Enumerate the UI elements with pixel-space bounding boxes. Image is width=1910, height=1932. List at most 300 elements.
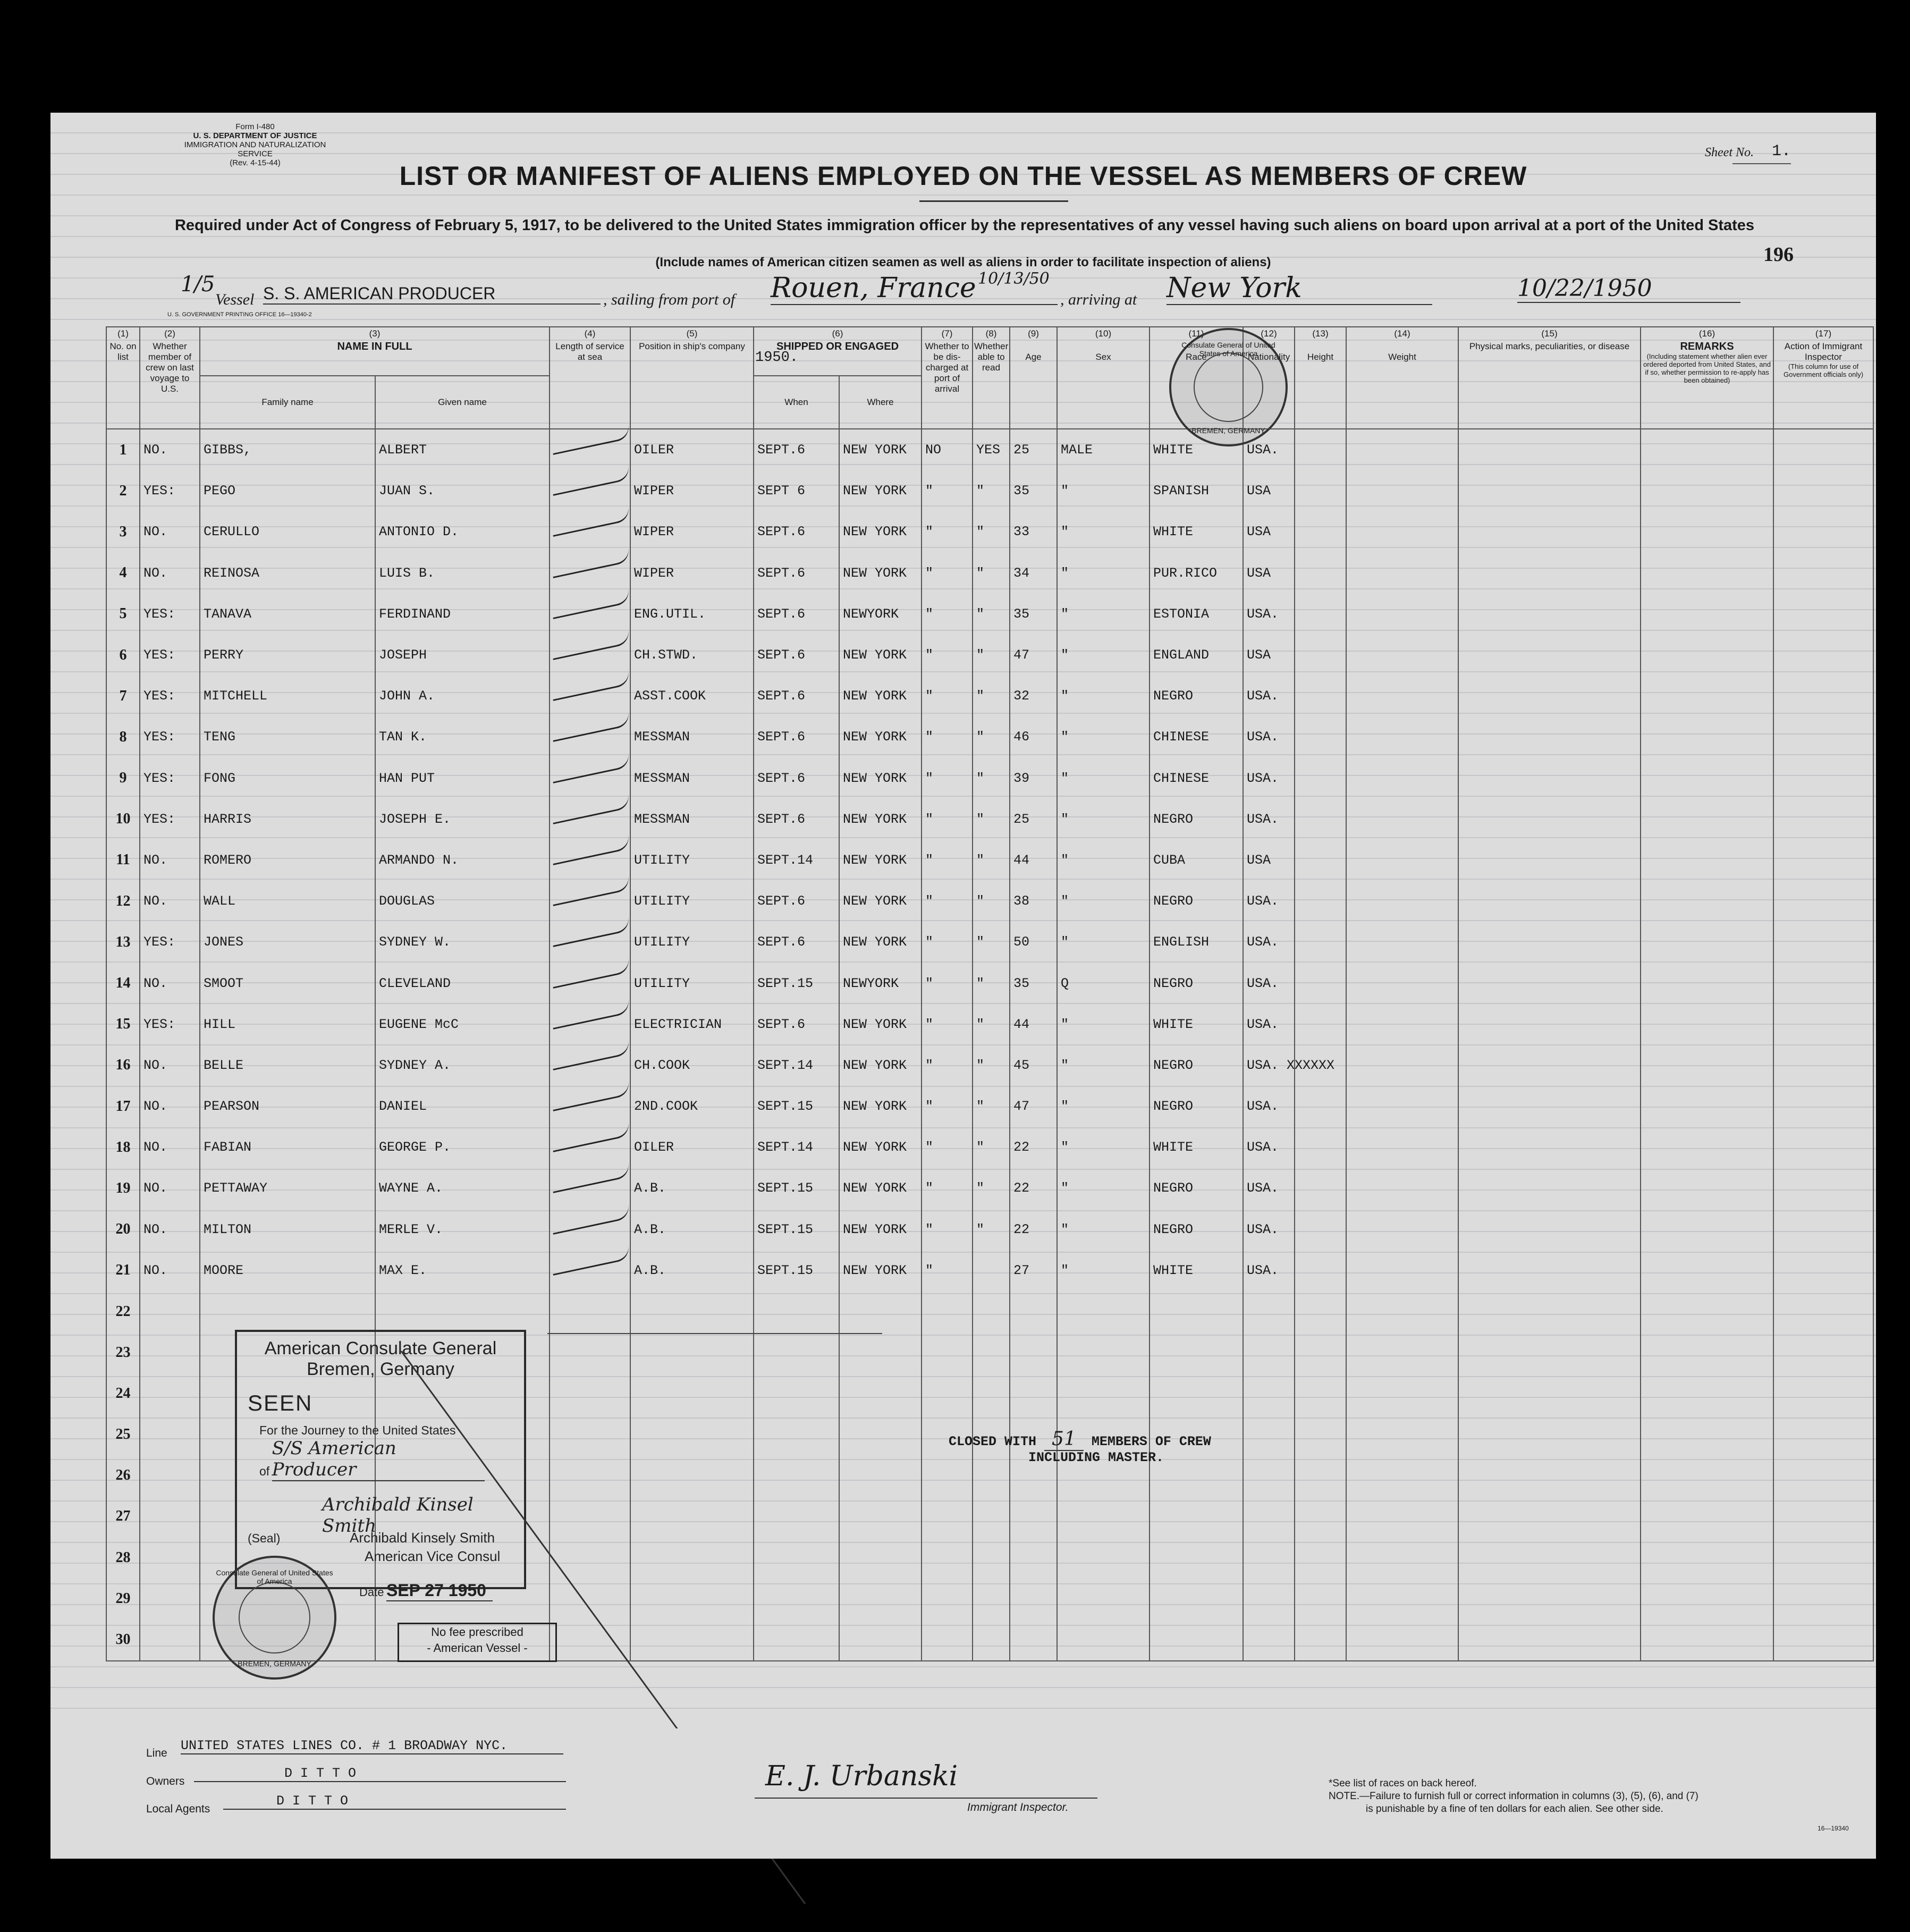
cell-read bbox=[973, 1332, 1010, 1373]
cell-where: NEW YORK bbox=[839, 1250, 922, 1291]
cell-given: JUAN S. bbox=[375, 470, 550, 511]
cell-empty bbox=[1295, 922, 1346, 963]
cell-last: NO. bbox=[140, 1209, 200, 1250]
cell-disch: " bbox=[922, 1209, 973, 1250]
cell-disch: " bbox=[922, 840, 973, 881]
cell-empty bbox=[1346, 1209, 1458, 1250]
cell-read: " bbox=[973, 594, 1010, 635]
manifest-footer bbox=[50, 1728, 1876, 1859]
table-row bbox=[106, 1045, 1873, 1086]
consulate-vessel: S/S American Producer bbox=[272, 1438, 485, 1481]
col-family-name: Family name bbox=[200, 376, 375, 429]
cell-nat: USA bbox=[1243, 511, 1295, 552]
cell-age: 22 bbox=[1010, 1209, 1057, 1250]
cell-disch: " bbox=[922, 1127, 973, 1168]
consulate-date: SEP 27 1950 bbox=[386, 1581, 493, 1601]
cell-disch: " bbox=[922, 799, 973, 840]
cell-when: SEPT.6 bbox=[754, 1004, 839, 1045]
cell-family: SMOOT bbox=[200, 963, 375, 1003]
cell-given: JOHN A. bbox=[375, 676, 550, 716]
cell-age bbox=[1010, 1578, 1057, 1619]
cell-nat: USA bbox=[1243, 470, 1295, 511]
cell-given: CLEVELAND bbox=[375, 963, 550, 1003]
cell-empty bbox=[1773, 1168, 1873, 1209]
cell-race: WHITE bbox=[1150, 511, 1243, 552]
cell-disch: " bbox=[922, 963, 973, 1003]
cell-sex: " bbox=[1057, 1250, 1150, 1291]
cell-sex bbox=[1057, 1537, 1150, 1578]
cell-nat bbox=[1243, 1414, 1295, 1455]
consul-signature: Archibald Kinsel Smith bbox=[322, 1494, 474, 1537]
cell-given: HAN PUT bbox=[375, 758, 550, 799]
cell-empty bbox=[1773, 1209, 1873, 1250]
cell-last: NO. bbox=[140, 840, 200, 881]
row-number: 9 bbox=[106, 758, 140, 799]
cell-empty bbox=[1295, 1578, 1346, 1619]
cell-read: " bbox=[973, 1209, 1010, 1250]
service-check-mark bbox=[550, 1086, 630, 1127]
cell-empty bbox=[1295, 470, 1346, 511]
cell-empty bbox=[1641, 1004, 1773, 1045]
cell-pos: ENG.UTIL. bbox=[630, 594, 754, 635]
cell-age: 27 bbox=[1010, 1250, 1057, 1291]
cell-sex: " bbox=[1057, 470, 1150, 511]
cell-disch: " bbox=[922, 881, 973, 922]
cell-empty bbox=[1346, 1537, 1458, 1578]
cell-where: NEW YORK bbox=[839, 922, 922, 963]
cell-where bbox=[839, 1373, 922, 1414]
row-number: 6 bbox=[106, 635, 140, 676]
table-row bbox=[106, 922, 1873, 963]
col-race: (11) Race bbox=[1150, 327, 1243, 429]
cell-empty bbox=[1295, 1455, 1346, 1496]
cell-empty bbox=[1773, 1250, 1873, 1291]
cell-where: NEW YORK bbox=[839, 881, 922, 922]
cell-nat: USA. bbox=[1243, 1086, 1295, 1127]
agents-value: D I T T O bbox=[223, 1793, 566, 1810]
cell-age bbox=[1010, 1496, 1057, 1537]
row-number: 14 bbox=[106, 963, 140, 1003]
fee-line2: - American Vessel - bbox=[427, 1641, 528, 1655]
row-number: 5 bbox=[106, 594, 140, 635]
cell-disch: " bbox=[922, 676, 973, 716]
cell-empty bbox=[1458, 676, 1641, 716]
cell-empty bbox=[1458, 1455, 1641, 1496]
cell-empty bbox=[1641, 758, 1773, 799]
cell-family: FABIAN bbox=[200, 1127, 375, 1168]
cell-family: PETTAWAY bbox=[200, 1168, 375, 1209]
cell-race: SPANISH bbox=[1150, 470, 1243, 511]
cell-nat: USA. bbox=[1243, 922, 1295, 963]
include-notice: (Include names of American citizen seamen as well as aliens in order to facilitate inspection of aliens) bbox=[655, 255, 1271, 269]
cell-family bbox=[200, 1291, 375, 1332]
cell-when: SEPT.6 bbox=[754, 758, 839, 799]
cell-given: DOUGLAS bbox=[375, 881, 550, 922]
cell-empty bbox=[1295, 881, 1346, 922]
cell-empty bbox=[1773, 1086, 1873, 1127]
cell-empty bbox=[1346, 1168, 1458, 1209]
cell-sex: MALE bbox=[1057, 429, 1150, 470]
cell-empty bbox=[1295, 1209, 1346, 1250]
cell-empty bbox=[1458, 1045, 1641, 1086]
col-when: When bbox=[754, 376, 839, 429]
col-age: (9) Age bbox=[1010, 327, 1057, 429]
cell-sex: " bbox=[1057, 799, 1150, 840]
col-shipped-engaged: (6) SHIPPED OR ENGAGED 1950. bbox=[754, 327, 922, 376]
table-row bbox=[106, 1619, 1873, 1660]
cell-empty bbox=[1773, 1619, 1873, 1660]
cell-last: NO. bbox=[140, 1045, 200, 1086]
cell-given: WAYNE A. bbox=[375, 1168, 550, 1209]
service-check-mark bbox=[550, 716, 630, 757]
cell-empty bbox=[1346, 1291, 1458, 1332]
cell-family: PEARSON bbox=[200, 1086, 375, 1127]
cell-race: NEGRO bbox=[1150, 799, 1243, 840]
row-number: 28 bbox=[106, 1537, 140, 1578]
col-weight: (14) Weight bbox=[1346, 327, 1458, 429]
row-number: 27 bbox=[106, 1496, 140, 1537]
cell-read bbox=[973, 1250, 1010, 1291]
cell-race: NEGRO bbox=[1150, 1209, 1243, 1250]
cell-given: EUGENE McC bbox=[375, 1004, 550, 1045]
row-number: 2 bbox=[106, 470, 140, 511]
cell-race: WHITE bbox=[1150, 1250, 1243, 1291]
cell-family: CERULLO bbox=[200, 511, 375, 552]
cell-when: SEPT.15 bbox=[754, 1209, 839, 1250]
cell-empty bbox=[1346, 840, 1458, 881]
closed-underline bbox=[547, 1333, 882, 1334]
service-check-mark bbox=[550, 511, 630, 552]
cell-read: " bbox=[973, 716, 1010, 757]
cell-empty bbox=[1773, 799, 1873, 840]
cell-empty bbox=[1346, 881, 1458, 922]
cell-empty bbox=[1295, 799, 1346, 840]
cell-race: WHITE bbox=[1150, 429, 1243, 470]
check-mark-icon bbox=[550, 712, 631, 743]
service-check-mark bbox=[550, 1004, 630, 1045]
cell-age: 44 bbox=[1010, 840, 1057, 881]
col-physical-marks: (15) Physical marks, peculiarities, or disease bbox=[1458, 327, 1641, 429]
cell-read: " bbox=[973, 553, 1010, 594]
fee-line1: No fee prescribed bbox=[431, 1625, 523, 1639]
cell-age: 47 bbox=[1010, 1086, 1057, 1127]
service-check-mark bbox=[550, 881, 630, 922]
cell-last: NO. bbox=[140, 881, 200, 922]
cell-race: ENGLAND bbox=[1150, 635, 1243, 676]
cell-empty bbox=[1773, 716, 1873, 757]
cell-last: NO. bbox=[140, 1127, 200, 1168]
cell-disch: " bbox=[922, 922, 973, 963]
title-underline bbox=[919, 200, 1068, 202]
cell-pos: A.B. bbox=[630, 1168, 754, 1209]
cell-when: SEPT.6 bbox=[754, 922, 839, 963]
cell-where: NEW YORK bbox=[839, 635, 922, 676]
cell-nat: USA. bbox=[1243, 1209, 1295, 1250]
cell-pos: MESSMAN bbox=[630, 716, 754, 757]
col-position: (5) Position in ship's company bbox=[630, 327, 754, 429]
row-number: 20 bbox=[106, 1209, 140, 1250]
cell-age: 45 bbox=[1010, 1045, 1057, 1086]
cell-nat: USA. bbox=[1243, 1127, 1295, 1168]
cell-sex: " bbox=[1057, 1168, 1150, 1209]
cell-read: " bbox=[973, 1168, 1010, 1209]
check-mark-icon bbox=[550, 507, 631, 537]
cell-when bbox=[754, 1291, 839, 1332]
row-number: 23 bbox=[106, 1332, 140, 1373]
cell-empty bbox=[1641, 1168, 1773, 1209]
cell-last: YES: bbox=[140, 758, 200, 799]
row-number: 15 bbox=[106, 1004, 140, 1045]
cell-race: NEGRO bbox=[1150, 1086, 1243, 1127]
cell-when: SEPT.14 bbox=[754, 840, 839, 881]
cell-nat: USA. bbox=[1243, 1250, 1295, 1291]
cell-empty bbox=[1773, 635, 1873, 676]
cell-nat: USA. bbox=[1243, 881, 1295, 922]
cell-age: 22 bbox=[1010, 1168, 1057, 1209]
cell-age: 35 bbox=[1010, 594, 1057, 635]
cell-empty bbox=[1773, 963, 1873, 1003]
service-check-mark bbox=[550, 429, 630, 470]
row-number: 7 bbox=[106, 676, 140, 716]
cell-empty bbox=[1295, 1250, 1346, 1291]
cell-disch: " bbox=[922, 470, 973, 511]
cell-empty bbox=[1641, 799, 1773, 840]
cell-where: NEW YORK bbox=[839, 1004, 922, 1045]
cell-empty bbox=[1773, 1004, 1873, 1045]
service-check-mark bbox=[550, 1045, 630, 1086]
cell-sex: " bbox=[1057, 881, 1150, 922]
cell-empty bbox=[1458, 511, 1641, 552]
cell-empty bbox=[1346, 511, 1458, 552]
cell-sex bbox=[1057, 1619, 1150, 1660]
cell-family: TENG bbox=[200, 716, 375, 757]
cell-disch: " bbox=[922, 553, 973, 594]
cell-disch: " bbox=[922, 594, 973, 635]
cell-read: " bbox=[973, 676, 1010, 716]
cell-sex: " bbox=[1057, 922, 1150, 963]
cell-empty bbox=[1641, 922, 1773, 963]
cell-sex: " bbox=[1057, 676, 1150, 716]
cell-empty bbox=[1773, 1332, 1873, 1373]
cell-sex bbox=[1057, 1291, 1150, 1332]
cell-empty bbox=[1641, 840, 1773, 881]
cell-race: CHINESE bbox=[1150, 758, 1243, 799]
cell-empty bbox=[1641, 1086, 1773, 1127]
service-check-mark bbox=[550, 470, 630, 511]
cell-nat bbox=[1243, 1619, 1295, 1660]
cell-age: 38 bbox=[1010, 881, 1057, 922]
table-row bbox=[106, 553, 1873, 594]
row-number: 21 bbox=[106, 1250, 140, 1291]
cell-sex: " bbox=[1057, 635, 1150, 676]
cell-empty bbox=[550, 1291, 630, 1332]
cell-pos: ELECTRICIAN bbox=[630, 1004, 754, 1045]
vessel-label: Vessel bbox=[215, 291, 255, 308]
cell-where: NEW YORK bbox=[839, 1209, 922, 1250]
cell-empty bbox=[1458, 1619, 1641, 1660]
cell-given: JOSEPH E. bbox=[375, 799, 550, 840]
check-mark-icon bbox=[550, 1245, 631, 1276]
cell-pos: UTILITY bbox=[630, 963, 754, 1003]
cell-empty bbox=[1295, 1619, 1346, 1660]
form-code: 16—19340 bbox=[1818, 1825, 1849, 1832]
closed-statement bbox=[949, 1428, 1211, 1465]
cell-age: 35 bbox=[1010, 470, 1057, 511]
cell-age: 46 bbox=[1010, 716, 1057, 757]
service-check-mark bbox=[550, 758, 630, 799]
cell-family: BELLE bbox=[200, 1045, 375, 1086]
cell-pos: A.B. bbox=[630, 1209, 754, 1250]
cell-nat: USA. XXXXXX bbox=[1243, 1045, 1295, 1086]
cell-when: SEPT.6 bbox=[754, 594, 839, 635]
cell-given: ALBERT bbox=[375, 429, 550, 470]
cell-last bbox=[140, 1619, 200, 1660]
cell-empty bbox=[1641, 594, 1773, 635]
cell-disch bbox=[922, 1291, 973, 1332]
cell-last: YES: bbox=[140, 470, 200, 511]
col-remarks: (16) REMARKS (Including statement whether alien ever ordered deported from United States, and if so, whether permission to re-apply has been obtained) bbox=[1641, 327, 1773, 429]
cell-given: LUIS B. bbox=[375, 553, 550, 594]
line-value: UNITED STATES LINES CO. # 1 BROADWAY NYC. bbox=[181, 1738, 563, 1754]
check-mark-icon bbox=[550, 834, 631, 865]
cell-race bbox=[1150, 1496, 1243, 1537]
cell-where: NEW YORK bbox=[839, 676, 922, 716]
cell-where: NEW YORK bbox=[839, 1168, 922, 1209]
cell-empty bbox=[1773, 1373, 1873, 1414]
cell-race: NEGRO bbox=[1150, 1045, 1243, 1086]
cell-where: NEW YORK bbox=[839, 758, 922, 799]
sailing-label: , sailing from port of bbox=[603, 291, 736, 308]
cell-disch: " bbox=[922, 1168, 973, 1209]
cell-age: 35 bbox=[1010, 963, 1057, 1003]
closed-count: 51 bbox=[1044, 1428, 1084, 1451]
cell-race bbox=[1150, 1291, 1243, 1332]
row-number: 17 bbox=[106, 1086, 140, 1127]
cell-empty bbox=[1295, 1086, 1346, 1127]
consulate-seal-top bbox=[1169, 328, 1288, 446]
cell-disch bbox=[922, 1496, 973, 1537]
cell-age: 47 bbox=[1010, 635, 1057, 676]
cell-empty bbox=[1458, 799, 1641, 840]
cell-race bbox=[1150, 1373, 1243, 1414]
cell-empty bbox=[1458, 635, 1641, 676]
cell-empty bbox=[1641, 470, 1773, 511]
cell-empty bbox=[1346, 1004, 1458, 1045]
cell-disch bbox=[922, 1373, 973, 1414]
consulate-line2: Bremen, Germany bbox=[307, 1359, 454, 1379]
service-check-mark bbox=[550, 1250, 630, 1291]
cell-age: 22 bbox=[1010, 1127, 1057, 1168]
row-number: 22 bbox=[106, 1291, 140, 1332]
cell-where: NEW YORK bbox=[839, 429, 922, 470]
cell-race bbox=[1150, 1537, 1243, 1578]
cell-disch: " bbox=[922, 511, 973, 552]
cell-sex: Q bbox=[1057, 963, 1150, 1003]
cell-family: HARRIS bbox=[200, 799, 375, 840]
cell-empty bbox=[1295, 758, 1346, 799]
cell-last: NO. bbox=[140, 963, 200, 1003]
cell-nat bbox=[1243, 1578, 1295, 1619]
cell-disch bbox=[922, 1537, 973, 1578]
cell-empty bbox=[1458, 1004, 1641, 1045]
cell-where: NEWYORK bbox=[839, 963, 922, 1003]
cell-empty bbox=[1773, 881, 1873, 922]
check-mark-icon bbox=[550, 424, 631, 455]
cell-last: YES: bbox=[140, 799, 200, 840]
cell-empty bbox=[1641, 963, 1773, 1003]
cell-last: NO. bbox=[140, 511, 200, 552]
cell-nat: USA. bbox=[1243, 1168, 1295, 1209]
cell-empty bbox=[1641, 1455, 1773, 1496]
service-check-mark bbox=[550, 963, 630, 1003]
cell-race bbox=[1150, 1619, 1243, 1660]
cell-age bbox=[1010, 1619, 1057, 1660]
fine-note: NOTE.—Failure to furnish full or correct information in columns (3), (5), (6), and (7) bbox=[1329, 1791, 1698, 1802]
cell-disch bbox=[922, 1578, 973, 1619]
cell-when: SEPT.6 bbox=[754, 881, 839, 922]
cell-sex: " bbox=[1057, 1004, 1150, 1045]
cell-pos: WIPER bbox=[630, 511, 754, 552]
cell-empty bbox=[1346, 1250, 1458, 1291]
service-check-mark bbox=[550, 594, 630, 635]
consul-name: Archibald Kinsely Smith bbox=[350, 1530, 495, 1546]
row-number: 16 bbox=[106, 1045, 140, 1086]
cell-pos: CH.COOK bbox=[630, 1045, 754, 1086]
cell-empty bbox=[1641, 1045, 1773, 1086]
cell-empty bbox=[1773, 840, 1873, 881]
consulate-line1: American Consulate General bbox=[264, 1338, 497, 1359]
cell-empty bbox=[1346, 799, 1458, 840]
check-mark-icon bbox=[550, 1122, 631, 1153]
cell-sex: " bbox=[1057, 553, 1150, 594]
cell-given: ANTONIO D. bbox=[375, 511, 550, 552]
cell-where: NEW YORK bbox=[839, 1127, 922, 1168]
cell-when: SEPT.15 bbox=[754, 963, 839, 1003]
consulate-seen: SEEN bbox=[248, 1390, 313, 1415]
cell-race: NEGRO bbox=[1150, 963, 1243, 1003]
cell-empty bbox=[1773, 1496, 1873, 1537]
cell-last bbox=[140, 1578, 200, 1619]
table-row bbox=[106, 429, 1873, 470]
service-check-mark bbox=[550, 1127, 630, 1168]
cell-race bbox=[1150, 1578, 1243, 1619]
cell-pos: OILER bbox=[630, 429, 754, 470]
cell-empty bbox=[1458, 881, 1641, 922]
table-row bbox=[106, 1291, 1873, 1332]
table-row bbox=[106, 840, 1873, 881]
cell-empty bbox=[1346, 553, 1458, 594]
cell-pos: CH.STWD. bbox=[630, 635, 754, 676]
form-revision: (Rev. 4-15-44) bbox=[230, 158, 281, 167]
check-mark-icon bbox=[550, 1040, 631, 1070]
table-row bbox=[106, 799, 1873, 840]
col-where: Where bbox=[839, 376, 922, 429]
cell-race: WHITE bbox=[1150, 1004, 1243, 1045]
cell-empty bbox=[1346, 1373, 1458, 1414]
row-number: 4 bbox=[106, 553, 140, 594]
cell-read: " bbox=[973, 1086, 1010, 1127]
cell-age: 32 bbox=[1010, 676, 1057, 716]
cell-empty bbox=[1295, 429, 1346, 470]
cell-where: NEW YORK bbox=[839, 511, 922, 552]
cell-family: GIBBS, bbox=[200, 429, 375, 470]
cell-where bbox=[839, 1414, 922, 1455]
cell-read: " bbox=[973, 799, 1010, 840]
vessel-prefix: 1/5 bbox=[181, 272, 215, 297]
col-nationality: (12) Nationality bbox=[1243, 327, 1295, 429]
cell-where bbox=[839, 1537, 922, 1578]
cell-disch: NO bbox=[922, 429, 973, 470]
